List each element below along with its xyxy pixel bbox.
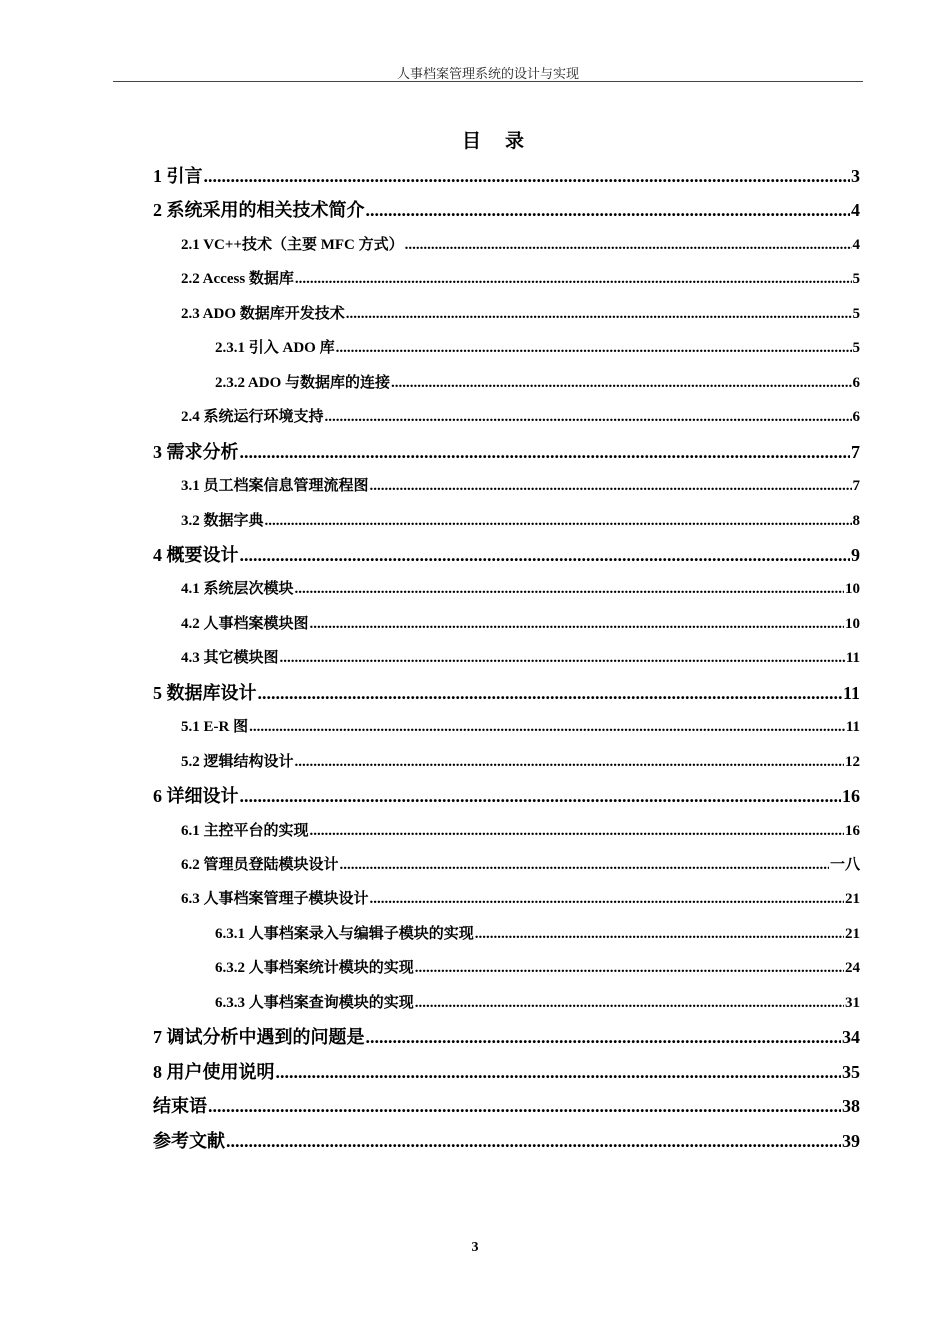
- toc-entry-label: 4 概要设计: [153, 544, 239, 565]
- toc-entry-label: 4.2 人事档案模块图: [181, 615, 309, 632]
- toc-entry-page: 5: [852, 271, 860, 288]
- toc-entry-page: 24: [845, 960, 860, 977]
- toc-entry-label: 6.3.2 人事档案统计模块的实现: [215, 960, 414, 977]
- toc-entry-label: 6.2 管理员登陆模块设计: [181, 857, 339, 873]
- toc-entry-page: 31: [845, 994, 860, 1011]
- toc-entry-label: 2 系统采用的相关技术简介: [153, 200, 365, 221]
- toc-entry[interactable]: [181, 819, 860, 840]
- toc-leader-dots: [336, 340, 852, 357]
- toc-entry[interactable]: [181, 750, 860, 771]
- toc-leader-dots: [240, 442, 851, 463]
- toc-leader-dots: [249, 719, 845, 736]
- toc-entry-page: 6: [852, 409, 860, 426]
- toc-entry[interactable]: [153, 1023, 860, 1049]
- toc-entry-label: 5.2 逻辑结构设计: [181, 753, 294, 770]
- toc-entry-label: 4.3 其它模块图: [181, 650, 279, 667]
- toc-entry-page: 7: [851, 441, 860, 462]
- toc-entry[interactable]: [181, 612, 860, 633]
- toc-entry[interactable]: [181, 715, 860, 736]
- toc-entry-page: 10: [845, 615, 860, 632]
- toc-leader-dots: [295, 754, 844, 771]
- toc-entry[interactable]: [181, 646, 860, 667]
- toc-leader-dots: [295, 271, 852, 288]
- toc-entry-page: 7: [852, 478, 860, 495]
- toc-entry-page: 38: [842, 1096, 860, 1117]
- toc-entry-page: 16: [845, 822, 860, 839]
- toc-entry-label: 8 用户使用说明: [153, 1061, 275, 1082]
- toc-entry-label: 3.2 数据字典: [181, 512, 264, 529]
- toc-leader-dots: [226, 1131, 841, 1152]
- toc-leader-dots: [310, 616, 844, 633]
- toc-leader-dots: [276, 1062, 842, 1083]
- toc-entry-label: 结束语: [153, 1096, 207, 1117]
- toc-entry[interactable]: [215, 922, 860, 943]
- toc-leader-dots: [415, 995, 844, 1012]
- toc-leader-dots: [346, 306, 852, 323]
- toc-entry-label: 2.3.2 ADO 与数据库的连接: [215, 374, 391, 391]
- toc-entry-page: 21: [845, 891, 860, 908]
- toc-leader-dots: [265, 513, 852, 530]
- toc-entry-page: 35: [842, 1061, 860, 1082]
- toc-entry-page: 10: [845, 581, 860, 598]
- toc-entry[interactable]: [215, 371, 860, 392]
- toc-entry[interactable]: [215, 956, 860, 977]
- toc-entry-label: 2.3 ADO 数据库开发技术: [181, 305, 345, 322]
- toc-entry-page: 21: [845, 925, 860, 942]
- toc-entry-label: 2.3.1 引入 ADO 库: [215, 340, 335, 357]
- toc-entry-page: 一八: [829, 857, 860, 873]
- header-rule: [113, 81, 863, 82]
- toc-leader-dots: [370, 478, 852, 495]
- toc-entry-label: 1 引言: [153, 166, 203, 186]
- toc-leader-dots: [391, 375, 851, 392]
- running-header: 人事档案管理系统的设计与实现: [396, 66, 579, 81]
- toc-leader-dots: [370, 891, 844, 908]
- toc-entry-page: 39: [842, 1130, 860, 1151]
- toc-leader-dots: [325, 409, 852, 426]
- toc-entry-page: 11: [845, 719, 860, 736]
- toc-leader-dots: [340, 857, 829, 874]
- toc-entry-page: 4: [852, 236, 860, 253]
- toc-leader-dots: [415, 960, 844, 977]
- toc-entry[interactable]: [153, 541, 860, 567]
- toc-entry-label: 6 详细设计: [153, 786, 239, 807]
- toc-entry[interactable]: [153, 196, 860, 222]
- toc-entry-page: 5: [852, 305, 860, 322]
- toc-leader-dots: [204, 166, 851, 187]
- toc-title: 目录: [461, 131, 548, 152]
- toc-entry[interactable]: [181, 577, 860, 598]
- page-number: 3: [471, 1240, 479, 1255]
- toc-entry-label: 6.3 人事档案管理子模块设计: [181, 891, 369, 908]
- toc-leader-dots: [295, 581, 844, 598]
- toc-leader-dots: [258, 683, 842, 704]
- toc-entry[interactable]: [181, 887, 860, 908]
- toc-entry[interactable]: [215, 336, 860, 357]
- toc-entry[interactable]: [181, 853, 860, 874]
- toc-entry-page: 8: [852, 512, 860, 529]
- toc-entry[interactable]: [153, 1127, 860, 1153]
- toc-entry[interactable]: [215, 991, 860, 1012]
- toc-leader-dots: [310, 823, 844, 840]
- toc-entry[interactable]: [181, 509, 860, 530]
- toc-entry-label: 2.1 VC++技术（主要 MFC 方式）: [181, 236, 404, 253]
- toc-entry-page: 9: [851, 544, 860, 565]
- toc-leader-dots: [280, 650, 845, 667]
- toc-entry-page: 11: [845, 650, 860, 667]
- toc-entry-label: 6.3.1 人事档案录入与编辑子模块的实现: [215, 925, 474, 942]
- toc-entry[interactable]: [153, 679, 860, 705]
- toc-entry-page: 6: [852, 374, 860, 391]
- toc-entry-page: 16: [842, 786, 860, 807]
- toc-entry-label: 6.3.3 人事档案查询模块的实现: [215, 994, 414, 1011]
- toc-leader-dots: [208, 1096, 841, 1117]
- toc-entry-label: 5.1 E-R 图: [181, 719, 249, 736]
- toc-entry-page: 4: [851, 200, 860, 221]
- toc-entry-label: 2.4 系统运行环境支持: [181, 409, 324, 426]
- toc-entry[interactable]: [181, 405, 860, 426]
- toc-entry[interactable]: [153, 162, 860, 188]
- toc-entry-label: 5 数据库设计: [153, 682, 257, 703]
- toc-entry-page: 12: [845, 753, 860, 770]
- toc-entry[interactable]: [153, 1058, 860, 1084]
- toc-leader-dots: [240, 786, 842, 807]
- toc-entry-page: 34: [842, 1027, 860, 1048]
- toc-entry-label: 4.1 系统层次模块: [181, 581, 294, 598]
- toc-entry-label: 参考文献: [153, 1130, 225, 1151]
- toc-entry-label: 3.1 员工档案信息管理流程图: [181, 478, 369, 495]
- toc-entry-label: 3 需求分析: [153, 441, 239, 462]
- toc-leader-dots: [475, 926, 844, 943]
- toc-leader-dots: [366, 200, 851, 221]
- toc-entry[interactable]: [181, 474, 860, 495]
- toc-entry[interactable]: [181, 233, 860, 254]
- toc-leader-dots: [405, 237, 852, 254]
- toc-entry[interactable]: [153, 782, 860, 808]
- toc-entry-page: 3: [851, 166, 860, 186]
- toc-entry[interactable]: [181, 302, 860, 323]
- toc-entry-label: 7 调试分析中遇到的问题是: [153, 1027, 365, 1048]
- toc-entry[interactable]: [181, 267, 860, 288]
- toc-entry[interactable]: [153, 438, 860, 464]
- toc-entry-label: 2.2 Access 数据库: [181, 271, 294, 288]
- toc-entry-page: 11: [842, 682, 860, 703]
- toc-leader-dots: [366, 1027, 842, 1048]
- toc-entry[interactable]: [153, 1092, 860, 1118]
- toc-entry-label: 6.1 主控平台的实现: [181, 822, 309, 839]
- toc-leader-dots: [240, 545, 851, 566]
- toc-entry-page: 5: [852, 340, 860, 357]
